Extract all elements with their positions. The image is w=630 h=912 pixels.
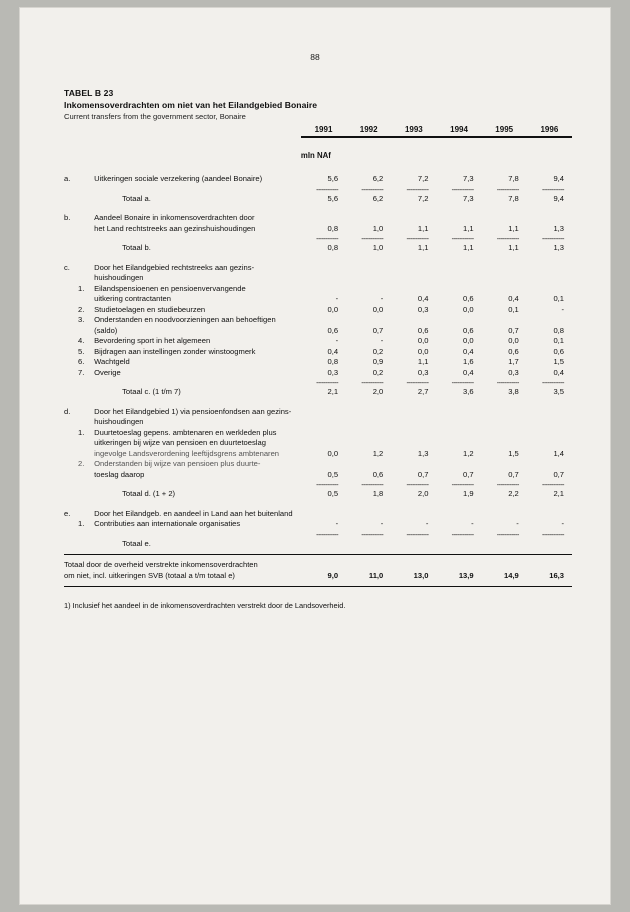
row-text: (saldo) xyxy=(94,325,118,335)
row-text: ingevolge Landsverordening leeftijdsgrens ambtenaren xyxy=(94,448,280,458)
table-row xyxy=(64,519,572,530)
dash-rule: ------------ xyxy=(496,482,519,490)
grandtotal-bottom-rule-row xyxy=(64,586,572,587)
spacer-cell xyxy=(64,125,78,136)
cell-value: 0,6 xyxy=(463,325,474,335)
table-title-nl: Inkomensoverdrachten om niet van het Eilandgebied Bonaire xyxy=(64,100,318,110)
dash-rule: ------------ xyxy=(361,186,384,194)
spacer-cell xyxy=(301,417,572,428)
row-text: Bijdragen aan instellingen zonder winstoogmerk xyxy=(94,346,256,356)
cell-value: 0,8 xyxy=(327,243,339,253)
row-label xyxy=(64,243,78,254)
row-number xyxy=(78,449,94,460)
cell-value: 0,6 xyxy=(463,294,474,304)
row-number xyxy=(78,194,94,205)
row-label xyxy=(64,368,78,379)
row-number xyxy=(78,509,94,520)
row-text: het Land rechtstreeks aan gezinshuishoudingen xyxy=(94,223,256,233)
table-row-total xyxy=(64,387,572,398)
dash-rule: ------------ xyxy=(406,380,429,388)
row-text: huishoudingen xyxy=(94,417,144,427)
cell-value: 0,0 xyxy=(417,336,429,346)
cell-value: - xyxy=(561,304,564,314)
row-number: 6. xyxy=(78,357,85,367)
cell-value: - xyxy=(335,294,339,304)
grand-total-row xyxy=(64,571,572,582)
cell-value: 1,7 xyxy=(508,357,519,367)
spacer-cell xyxy=(301,263,572,274)
grand-total-value: 13,0 xyxy=(413,570,429,580)
cell-value: 1,3 xyxy=(417,448,429,458)
row-number xyxy=(78,326,94,337)
dash-rule: ------------ xyxy=(542,186,564,194)
cell-value: - xyxy=(425,519,429,529)
spacer-row xyxy=(64,161,572,174)
cell-value: 1,0 xyxy=(372,223,384,233)
cell-value: 0,3 xyxy=(508,367,519,377)
row-number xyxy=(78,387,94,398)
table-id: TABEL B 23 xyxy=(64,88,114,98)
dash-rule: ------------ xyxy=(542,236,564,244)
cell-value: 0,6 xyxy=(327,325,339,335)
cell-value xyxy=(391,213,436,224)
table-row-total xyxy=(64,194,572,205)
row-label xyxy=(64,438,78,449)
row-text: Onderstanden en noodvoorzieningen aan behoeftigen xyxy=(94,315,276,325)
table-row xyxy=(64,407,572,418)
cell-value: 0,7 xyxy=(463,469,474,479)
cell-value: 1,4 xyxy=(553,448,564,458)
year-header-1994: 1994 xyxy=(450,125,468,134)
table-row xyxy=(64,224,572,235)
cell-value: 7,2 xyxy=(417,193,429,203)
table-row xyxy=(64,336,572,347)
dash-rule: ------------ xyxy=(542,531,564,539)
cell-value: 0,3 xyxy=(417,304,429,314)
spacer-cell xyxy=(301,509,572,520)
cell-value: 6,2 xyxy=(372,193,384,203)
cell-value: 1,9 xyxy=(463,489,474,499)
row-text: Duurtetoeslag gepens. ambtenaren en werkleden plus xyxy=(94,427,277,437)
row-number: 1. xyxy=(78,283,85,293)
row-text: Onderstanden bij wijze van pensioen plus duurte- xyxy=(94,459,261,469)
cell-value: 0,7 xyxy=(417,469,429,479)
cell-value: 0,7 xyxy=(508,469,519,479)
row-number xyxy=(78,539,94,550)
cell-value: 0,4 xyxy=(417,294,429,304)
row-text: Uitkeringen sociale verzekering (aandeel Bonaire) xyxy=(94,174,263,184)
cell-value: 2,2 xyxy=(508,489,519,499)
cell-value: 0,8 xyxy=(327,223,339,233)
row-number xyxy=(78,273,94,284)
row-number: 1. xyxy=(78,427,85,437)
cell-value: 1,1 xyxy=(508,223,519,233)
spacer-cell xyxy=(301,284,572,295)
row-number: 7. xyxy=(78,367,85,377)
row-text: Eilandspensioenen en pensioenvervangende xyxy=(94,283,246,293)
table-row xyxy=(64,368,572,379)
cell-value: 0,0 xyxy=(463,336,474,346)
cell-value: 2,1 xyxy=(553,489,564,499)
row-number: 5. xyxy=(78,346,85,356)
cell-value: 3,6 xyxy=(463,387,474,397)
row-label: a. xyxy=(64,174,71,184)
table-row xyxy=(64,459,572,470)
cell-value: 0,1 xyxy=(508,304,519,314)
cell-value: 0,7 xyxy=(508,325,519,335)
cell-value: 1,2 xyxy=(463,448,474,458)
dash-rule: ------------ xyxy=(451,482,474,490)
cell-value: 0,0 xyxy=(327,304,339,314)
dash-rule: ------------ xyxy=(451,531,474,539)
year-header-1991: 1991 xyxy=(314,125,333,134)
document-page xyxy=(20,8,610,904)
row-text: Totaal d. (1 + 2) xyxy=(122,489,176,499)
spacer-cell xyxy=(94,151,301,162)
table-row-total xyxy=(64,243,572,254)
page-number: 88 xyxy=(310,52,320,62)
dash-rule: ------------ xyxy=(316,380,339,388)
row-text: Door het Eilandgebied rechtstreeks aan gezins- xyxy=(94,262,255,272)
year-header-1995: 1995 xyxy=(495,125,514,134)
cell-value: 1,1 xyxy=(463,223,474,233)
unit-row xyxy=(64,151,572,162)
dash-rule: ------------ xyxy=(406,531,429,539)
cell-value: 1,3 xyxy=(553,243,564,253)
cell-value: 0,4 xyxy=(463,346,474,356)
dash-rule: ------------ xyxy=(406,186,429,194)
grand-total-value: 11,0 xyxy=(368,570,384,580)
cell-value: - xyxy=(380,519,384,529)
row-text: Totaal c. (1 t/m 7) xyxy=(122,387,181,397)
cell-value: 1,1 xyxy=(508,243,519,253)
row-text: Wachtgeld xyxy=(94,357,130,367)
dash-rule: ------------ xyxy=(496,531,519,539)
row-label xyxy=(64,428,78,439)
spacer-cell xyxy=(301,407,572,418)
table-row xyxy=(64,470,572,481)
table-row xyxy=(64,213,572,224)
row-label xyxy=(64,519,78,530)
row-text: toeslag daarop xyxy=(94,469,145,479)
cell-value: 9,4 xyxy=(553,174,564,184)
table-row xyxy=(64,263,572,274)
dash-rule: ------------ xyxy=(361,482,384,490)
dash-rule: ------------ xyxy=(361,236,384,244)
row-label xyxy=(64,336,78,347)
spacer-cell xyxy=(301,428,572,439)
dash-rule: ------------ xyxy=(451,236,474,244)
table-row xyxy=(64,315,572,326)
cell-value: - xyxy=(335,336,339,346)
cell-value: 0,6 xyxy=(372,469,384,479)
table-row-total xyxy=(64,539,572,550)
row-label: b. xyxy=(64,213,71,223)
spacer-cell xyxy=(301,273,572,284)
cell-value: 2,1 xyxy=(327,387,339,397)
row-number xyxy=(78,489,94,500)
spacer-row xyxy=(64,254,572,263)
spacer-row xyxy=(64,204,572,213)
row-label xyxy=(64,273,78,284)
row-label xyxy=(64,315,78,326)
row-text: Overige xyxy=(94,367,121,377)
table-row xyxy=(64,174,572,185)
cell-value: 0,7 xyxy=(553,469,564,479)
table-title-en: Current transfers from the government sector, Bonaire xyxy=(64,112,246,121)
dash-rule: ------------ xyxy=(496,380,519,388)
cell-value: 7,3 xyxy=(463,174,474,184)
cell-value: 2,0 xyxy=(417,489,429,499)
cell-value xyxy=(346,213,391,224)
cell-value: 0,4 xyxy=(508,294,519,304)
dash-rule: ------------ xyxy=(406,482,429,490)
grand-total-value: 13,9 xyxy=(458,570,474,580)
row-text: Totaal b. xyxy=(122,243,151,253)
cell-value: 0,8 xyxy=(553,325,564,335)
row-number xyxy=(78,213,94,224)
dash-rule: ------------ xyxy=(361,380,384,388)
dash-rule: ------------ xyxy=(496,186,519,194)
cell-value: 0,2 xyxy=(372,367,384,377)
table-row xyxy=(64,326,572,337)
cell-value: 0,4 xyxy=(553,367,564,377)
row-label xyxy=(64,470,78,481)
table-row xyxy=(64,417,572,428)
cell-value: 0,5 xyxy=(327,489,339,499)
cell-value: 0,6 xyxy=(417,325,429,335)
row-label: c. xyxy=(64,262,70,272)
spacer-cell xyxy=(301,560,572,571)
dash-rule: ------------ xyxy=(451,380,474,388)
year-header-1993: 1993 xyxy=(404,125,423,134)
cell-value: 0,7 xyxy=(372,325,384,335)
cell-value: 3,5 xyxy=(553,387,564,397)
row-label xyxy=(64,305,78,316)
row-text: Totaal a. xyxy=(122,193,151,203)
row-number xyxy=(78,224,94,235)
table-row-total xyxy=(64,489,572,500)
transfers-table xyxy=(64,125,572,587)
cell-value: 0,5 xyxy=(327,469,339,479)
cell-value: - xyxy=(335,519,339,529)
table-row xyxy=(64,273,572,284)
table-row xyxy=(64,284,572,295)
cell-value: 7,8 xyxy=(508,193,519,203)
dash-rule: ------------ xyxy=(316,531,339,539)
cell-value: - xyxy=(516,519,519,529)
table-row xyxy=(64,294,572,305)
cell-value: 0,0 xyxy=(463,304,474,314)
spacer-cell xyxy=(301,438,572,449)
table-row xyxy=(64,428,572,439)
row-label xyxy=(64,449,78,460)
row-label: e. xyxy=(64,508,71,518)
row-text: Contributies aan internationale organisaties xyxy=(94,519,241,529)
dash-rule: ------------ xyxy=(316,186,339,194)
row-number xyxy=(78,174,94,185)
dash-rule: ------------ xyxy=(542,380,564,388)
cell-value: 7,8 xyxy=(508,174,519,184)
year-header-1996: 1996 xyxy=(540,125,559,134)
grand-total-row xyxy=(64,560,572,571)
row-label xyxy=(64,357,78,368)
cell-value: 2,7 xyxy=(417,387,429,397)
cell-value xyxy=(527,213,572,224)
cell-value: 9,4 xyxy=(553,193,564,203)
table-content xyxy=(64,88,572,610)
row-number xyxy=(78,243,94,254)
row-label xyxy=(64,194,78,205)
spacer-cell xyxy=(301,539,572,550)
dash-rule: ------------ xyxy=(361,531,384,539)
row-number xyxy=(78,470,94,481)
cell-value: 0,6 xyxy=(508,346,519,356)
cell-value: 1,1 xyxy=(417,223,429,233)
row-number xyxy=(78,294,94,305)
table-row xyxy=(64,509,572,520)
cell-value: - xyxy=(471,519,474,529)
dash-rule: ------------ xyxy=(451,186,474,194)
dash-rule: ------------ xyxy=(496,236,519,244)
grand-total-value: 9,0 xyxy=(327,570,339,580)
row-number: 3. xyxy=(78,315,85,325)
cell-value: 1,0 xyxy=(372,243,384,253)
cell-value: 7,2 xyxy=(417,174,429,184)
spacer-cell xyxy=(94,125,301,136)
cell-value: 1,5 xyxy=(553,357,564,367)
grand-total-text-line1: Totaal door de overheid verstrekte inkomensoverdrachten xyxy=(64,560,258,570)
cell-value: 0,6 xyxy=(553,346,564,356)
row-number: 2. xyxy=(78,459,85,469)
row-number xyxy=(78,407,94,418)
row-label: d. xyxy=(64,406,71,416)
dash-rule: ------------ xyxy=(316,236,339,244)
row-text: huishoudingen xyxy=(94,273,144,283)
row-text: uitkering contractanten xyxy=(94,294,171,304)
cell-value: 0,2 xyxy=(372,346,384,356)
spacer-cell xyxy=(64,151,78,162)
row-text: uitkeringen bij wijze van pensioen en duurtetoeslag xyxy=(94,438,266,448)
table-row xyxy=(64,305,572,316)
row-label xyxy=(64,347,78,358)
cell-value: 5,6 xyxy=(327,193,339,203)
table-row xyxy=(64,347,572,358)
row-text: Bevordering sport in het algemeen xyxy=(94,336,211,346)
table-row xyxy=(64,449,572,460)
spacer-cell xyxy=(78,125,94,136)
row-label xyxy=(64,489,78,500)
spacer-cell xyxy=(301,459,572,470)
cell-value xyxy=(482,213,527,224)
dash-rule: ------------ xyxy=(542,482,564,490)
cell-value: 6,2 xyxy=(372,174,384,184)
grandtotal-rule xyxy=(64,586,572,587)
row-number: 1. xyxy=(78,519,85,529)
cell-value: 0,0 xyxy=(417,346,429,356)
cell-value: 0,3 xyxy=(327,367,339,377)
row-label xyxy=(64,326,78,337)
row-text: Totaal e. xyxy=(122,538,151,548)
grand-total-value: 14,9 xyxy=(504,570,519,580)
cell-value: 0,8 xyxy=(327,357,339,367)
cell-value: 0,1 xyxy=(553,336,564,346)
spacer-row xyxy=(64,398,572,407)
cell-value xyxy=(301,213,346,224)
dash-rule: ------------ xyxy=(406,236,429,244)
row-label xyxy=(64,417,78,428)
cell-value: 0,0 xyxy=(327,448,339,458)
year-header-1992: 1992 xyxy=(359,125,378,134)
cell-value: 2,0 xyxy=(372,387,384,397)
cell-value: 0,1 xyxy=(553,294,564,304)
footnote: 1) Inclusief het aandeel in de inkomensoverdrachten verstrekt door de Landsoverheid. xyxy=(64,601,346,611)
row-number: 2. xyxy=(78,304,85,314)
row-text: Door het Eilandgebied 1) via pensioenfondsen aan gezins- xyxy=(94,406,292,416)
spacer-cell xyxy=(346,151,572,162)
cell-value: 0,4 xyxy=(463,367,474,377)
grand-total-value: 16,3 xyxy=(549,570,564,580)
cell-value: 3,8 xyxy=(508,387,519,397)
cell-value: 1,3 xyxy=(553,223,564,233)
cell-value: 1,2 xyxy=(372,448,384,458)
cell-value: - xyxy=(561,519,564,529)
spacer-row xyxy=(64,138,572,151)
row-label xyxy=(64,539,78,550)
row-label xyxy=(64,224,78,235)
row-label xyxy=(64,459,78,470)
cell-value xyxy=(436,213,481,224)
dash-rule: ------------ xyxy=(316,482,339,490)
cell-value: 0,4 xyxy=(327,346,339,356)
unit-label: mln NAf xyxy=(300,150,331,160)
cell-value: 1,1 xyxy=(417,357,429,367)
row-number xyxy=(78,438,94,449)
row-number: 4. xyxy=(78,336,85,346)
cell-value: 5,6 xyxy=(327,174,339,184)
spacer-row xyxy=(64,500,572,509)
row-label xyxy=(64,284,78,295)
cell-value: 1,5 xyxy=(508,448,519,458)
table-row xyxy=(64,438,572,449)
row-label xyxy=(64,294,78,305)
row-text: Aandeel Bonaire in inkomensoverdrachten door xyxy=(94,213,255,223)
cell-value: 0,0 xyxy=(508,336,519,346)
cell-value: 0,0 xyxy=(372,304,384,314)
cell-value: 0,3 xyxy=(417,367,429,377)
cell-value: 0,9 xyxy=(372,357,384,367)
cell-value: 1,6 xyxy=(463,357,474,367)
row-text: Studietoelagen en studiebeurzen xyxy=(94,304,206,314)
cell-value: 1,1 xyxy=(417,243,429,253)
cell-value: 1,8 xyxy=(372,489,384,499)
grand-total-text-line2: om niet, incl. uitkeringen SVB (totaal a t/m totaal e) xyxy=(64,570,235,580)
cell-value: - xyxy=(380,336,384,346)
row-number xyxy=(78,263,94,274)
spacer-cell xyxy=(301,315,572,326)
spacer-cell xyxy=(78,151,94,162)
row-number xyxy=(78,417,94,428)
year-header-row xyxy=(64,125,572,136)
row-text: Door het Eilandgeb. en aandeel in Land aan het buitenland xyxy=(94,508,293,518)
cell-value: 1,1 xyxy=(463,243,474,253)
row-label xyxy=(64,387,78,398)
cell-value: - xyxy=(380,294,384,304)
cell-value: 7,3 xyxy=(463,193,474,203)
table-row xyxy=(64,357,572,368)
